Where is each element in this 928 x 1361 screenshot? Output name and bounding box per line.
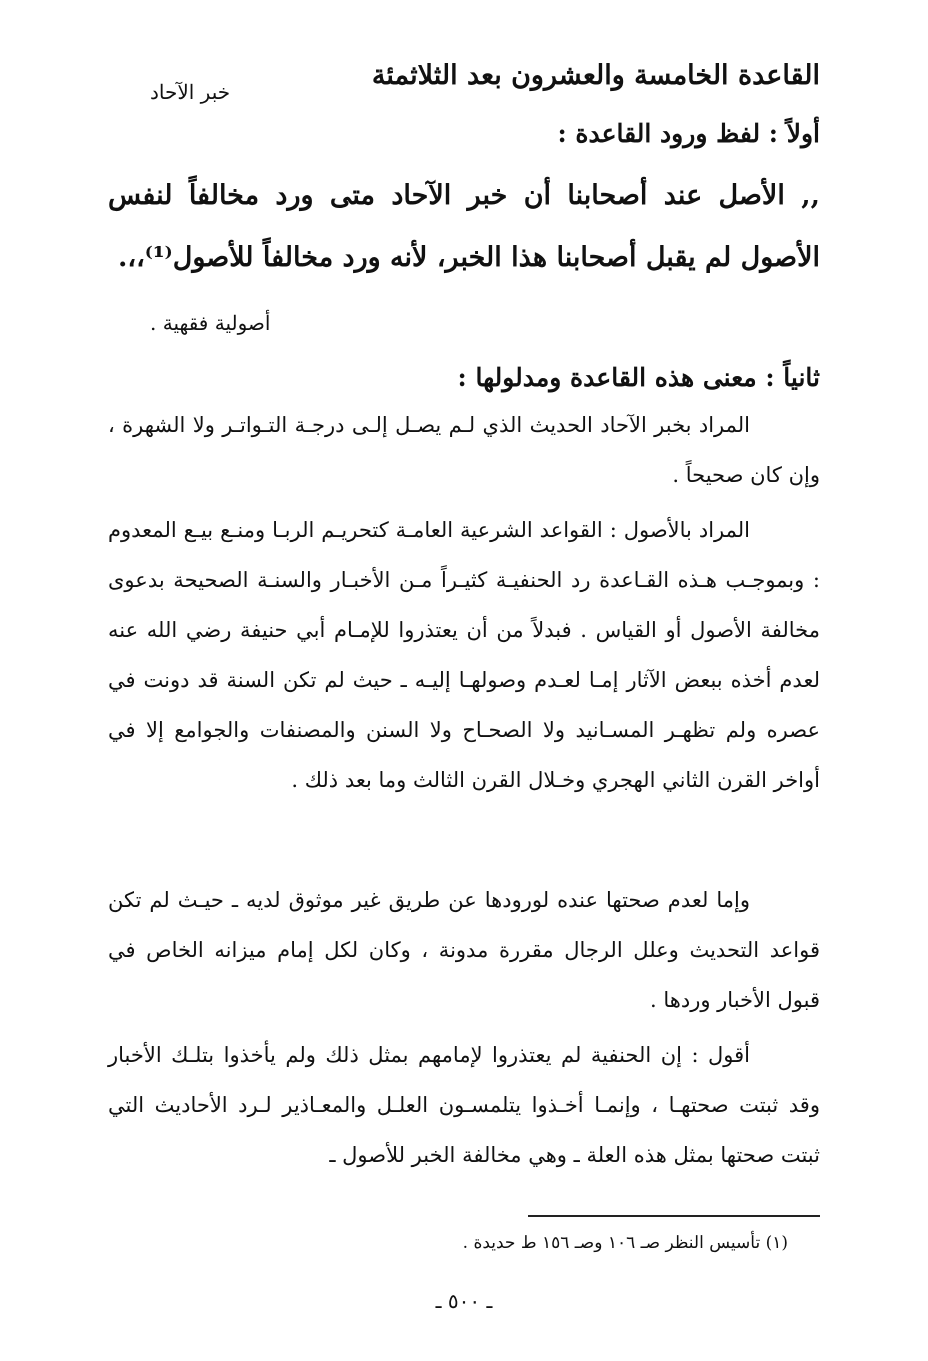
paragraph: المراد بخبر الآحاد الحديث الذي لـم يصـل إلـى درجـة التـواتـر ولا الشهرة ، وإن كان صحيحاً . [108, 413, 820, 487]
rule-quote: ,, الأصل عند أصحابنا أن خبر الآحاد متى ورد مخالفاً لنفس الأصول لم يقبل أصحابنا هذا الخبر، لأنه ورد مخالفاً للأصول⁽¹⁾،،. [108, 180, 820, 273]
running-head: خبر الآحاد [150, 80, 231, 104]
page-number: ـ ٥٠٠ ـ [435, 1289, 493, 1313]
paragraph: المراد بالأصول : القواعد الشرعية العامـة كتحريـم الربـا ومنـع بيـع المعدوم : وبموجـب هـذه القـاعدة رد الحنفيـة كثيـراً مـن الأخبـار والسنـة الصحيحة بدعوى مخالفة الأصول أو القياس . فبدلاً من أن يعتذروا للإمـام أبي حنيفة رضي الله عنه لعدم أخذه ببعض الآثار إمـا لعـدم وصولهـا إليـه ـ حيث لم تكن السنة قد دونت في عصره ولم تظهـر المسـانيد ولا الصحـاح ولا السنن والمصنفات والجوامع إلا في أواخر القرن الثاني الهجري وخـلال القرن الثالث وما بعد ذلك . [108, 518, 820, 792]
section-heading-1: أولاً : لفظ ورود القاعدة : [557, 119, 820, 148]
rule-title: القاعدة الخامسة والعشرون بعد الثلاثمئة [371, 60, 820, 91]
section-heading-2: ثانياً : معنى هذه القاعدة ومدلولها : [457, 363, 820, 392]
paragraph: أقول : إن الحنفية لم يعتذروا لإمامهم بمثل ذلك ولم يأخذوا بتلـك الأخبار وقد ثبتت صحتهـا ، وإنمـا أخـذوا يتلمسـون العلـل والمعـاذير لـرد الأحاديث التي ثبتت صحتها بمثل هذه العلة ـ وهي مخالفة الخبر للأصول ـ [108, 1043, 820, 1167]
footnote-divider [528, 1215, 820, 1217]
footnote: (١) تأسيس النظر صـ ١٠٦ وصـ ١٥٦ ط حديدة . [462, 1233, 788, 1253]
rule-classification: أصولية فقهية . [150, 311, 271, 335]
paragraph: وإما لعدم صحتها عنده لورودها عن طريق غير موثوق لديه ـ حيـث لم تكن قواعد التحديث وعلل الرجال مقررة مدونة ، وكان لكل إمام ميزانه الخاص في قبول الأخبار وردها . [108, 888, 820, 1012]
